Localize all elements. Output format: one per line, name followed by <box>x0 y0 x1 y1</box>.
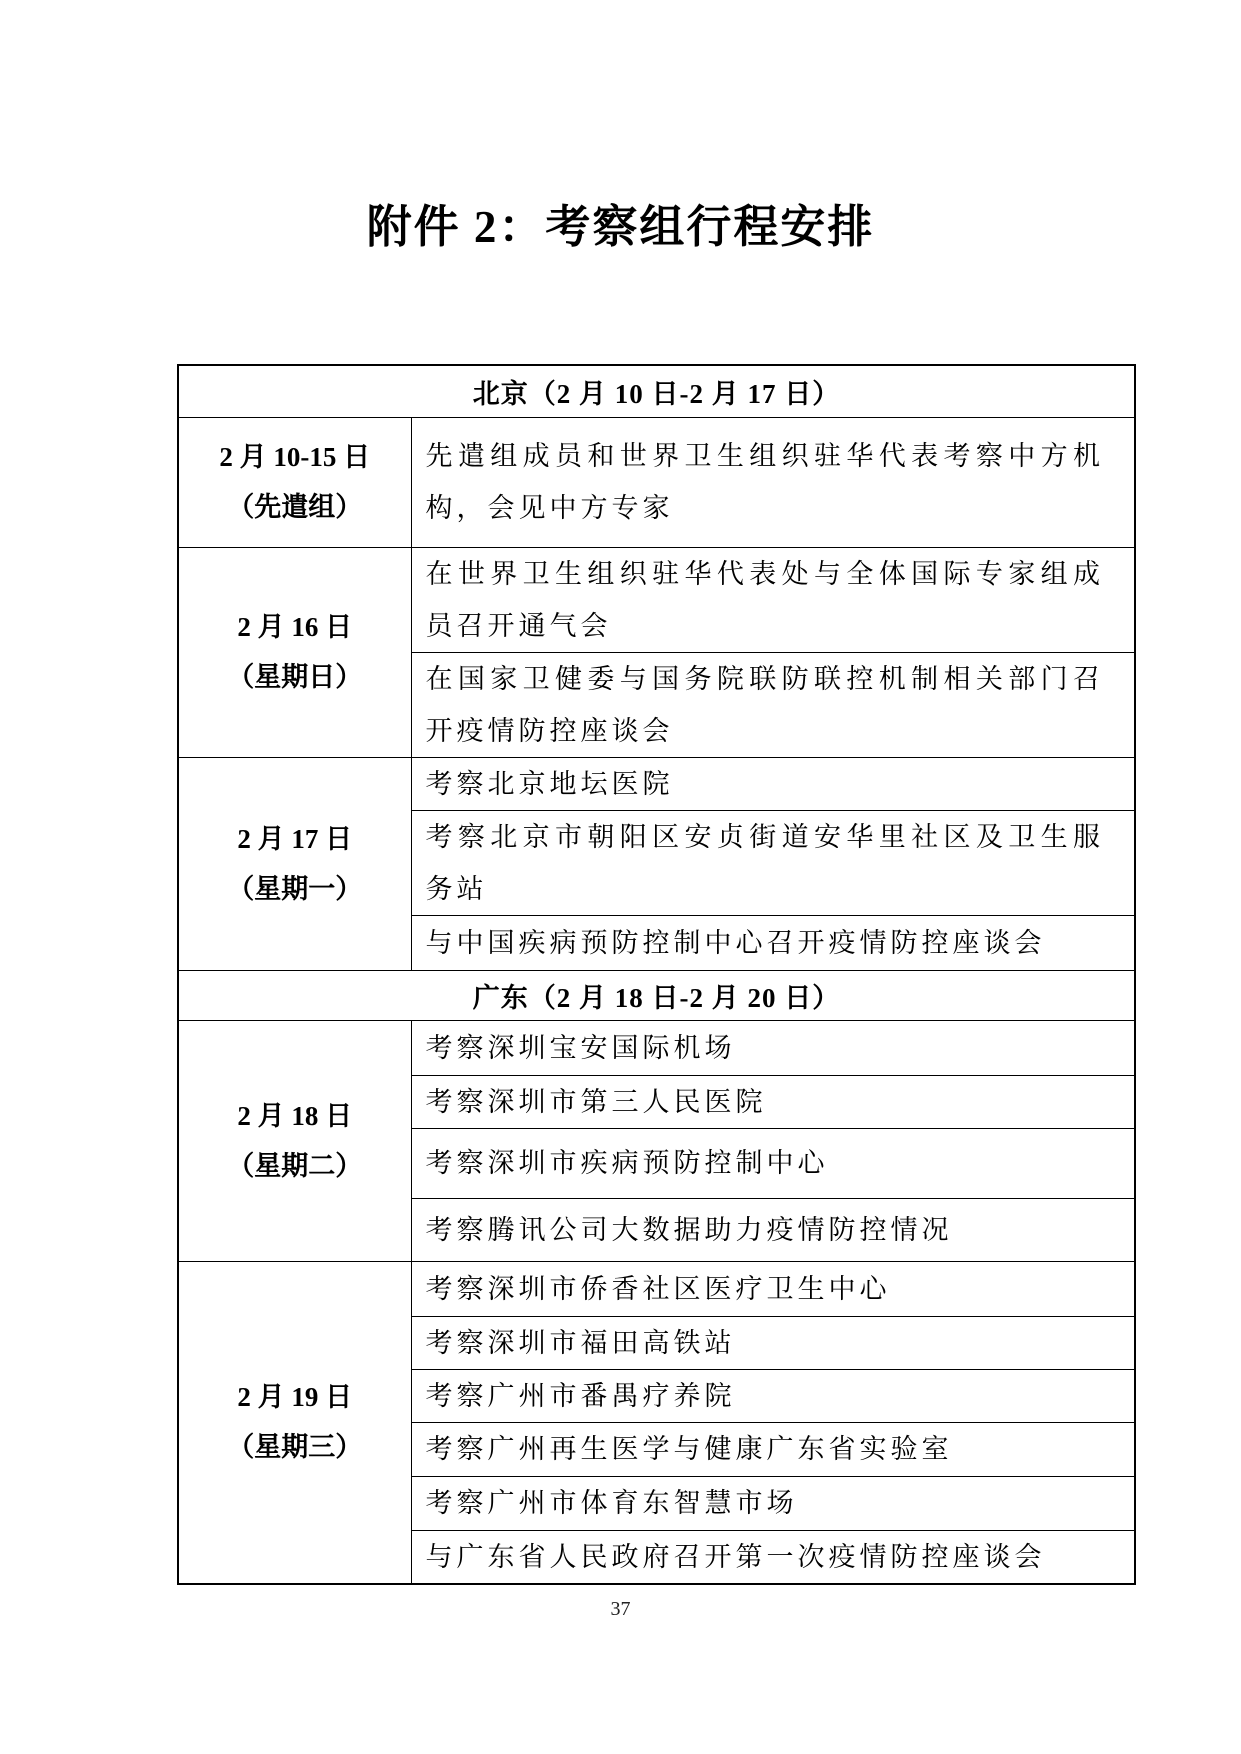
date-cell <box>178 1261 411 1584</box>
date-cell <box>178 1020 411 1261</box>
section-header-row <box>178 970 1135 1020</box>
page-title: 附件 2：考察组行程安排 <box>366 202 875 252</box>
activity-cell: 考察深圳市侨香社区医疗卫生中心 <box>411 1261 1135 1316</box>
itinerary-table <box>177 364 1136 1585</box>
date-weekday-line: （星期一） <box>227 873 363 904</box>
activity-cell: 在世界卫生组织驻华代表处与全体国际专家组成员召开通气会 <box>411 547 1135 652</box>
table-row <box>178 417 1135 547</box>
date-weekday-line: （星期日） <box>227 662 363 692</box>
activity-cell: 先遣组成员和世界卫生组织驻华代表考察中方机构，会见中方专家 <box>411 417 1135 547</box>
activity-cell: 考察广州再生医学与健康广东省实验室 <box>411 1422 1135 1476</box>
date-line: 2 月 19 日 <box>237 1382 353 1412</box>
activity-cell: 考察广州市体育东智慧市场 <box>411 1476 1135 1530</box>
section-header-row <box>178 365 1135 417</box>
activity-cell: 在国家卫健委与国务院联防联控机制相关部门召开疫情防控座谈会 <box>411 652 1135 757</box>
activity-cell: 考察深圳市第三人民医院 <box>411 1075 1135 1128</box>
table-row <box>178 1020 1135 1075</box>
page-number: 37 <box>610 1598 631 1620</box>
table-row <box>178 1261 1135 1316</box>
activity-cell: 与广东省人民政府召开第一次疫情防控座谈会 <box>411 1530 1135 1584</box>
activity-cell: 考察深圳市疾病预防控制中心 <box>411 1128 1135 1198</box>
date-weekday-line: （星期二） <box>227 1150 363 1181</box>
activity-cell: 考察北京地坛医院 <box>411 757 1135 810</box>
table-row <box>178 547 1135 652</box>
activity-cell: 考察广州市番禺疗养院 <box>411 1369 1135 1422</box>
activity-cell: 考察北京市朝阳区安贞街道安华里社区及卫生服务站 <box>411 810 1135 915</box>
activity-cell: 与中国疾病预防控制中心召开疫情防控座谈会 <box>411 915 1135 970</box>
activity-cell: 考察深圳市福田高铁站 <box>411 1316 1135 1369</box>
section-header: 北京（2 月 10 日-2 月 17 日） <box>178 365 1135 417</box>
date-weekday-line: （星期三） <box>227 1432 363 1462</box>
date-cell <box>178 757 411 970</box>
date-line: 2 月 18 日 <box>237 1100 353 1131</box>
date-cell <box>178 417 411 547</box>
section-header: 广东（2 月 18 日-2 月 20 日） <box>178 970 1135 1020</box>
date-cell <box>178 547 411 757</box>
date-line: 2 月 17 日 <box>237 823 353 854</box>
activity-cell: 考察腾讯公司大数据助力疫情防控情况 <box>411 1198 1135 1261</box>
date-line: 2 月 10-15 日 <box>219 442 371 472</box>
table-row <box>178 757 1135 810</box>
date-line: 2 月 16 日 <box>237 612 353 642</box>
date-weekday-line: （先遣组） <box>227 492 363 522</box>
activity-cell: 考察深圳宝安国际机场 <box>411 1020 1135 1075</box>
itinerary-table-body <box>178 365 1135 1584</box>
